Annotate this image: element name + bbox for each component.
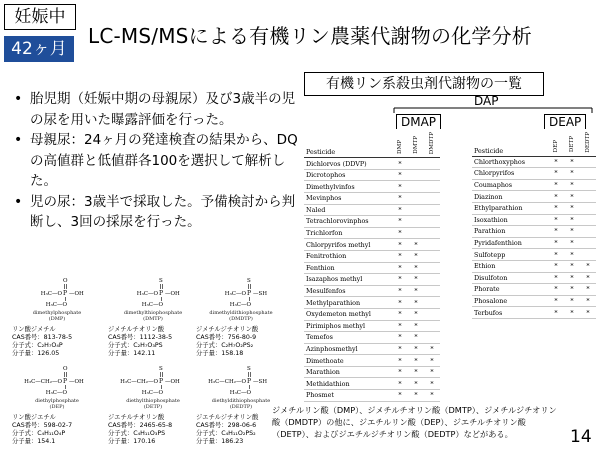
bullet-dot-icon: • <box>14 91 23 107</box>
age-tag: 42ヶ月 <box>4 36 74 62</box>
column-header-label: DETP <box>569 136 575 153</box>
column-header-dedtp <box>580 132 596 156</box>
table-row <box>472 307 596 319</box>
mark-cell: * <box>548 156 564 168</box>
compound-dmp <box>12 274 102 358</box>
column-header-label: DEP <box>553 140 559 153</box>
structure-diagram <box>108 362 198 398</box>
compound-dep <box>12 362 102 446</box>
mark-cell: * <box>392 239 408 251</box>
mark-cell: * <box>548 214 564 226</box>
table-row <box>472 295 596 307</box>
table-row <box>472 191 596 203</box>
mark-cell <box>424 320 440 332</box>
mark-cell: * <box>392 343 408 355</box>
compound-japanese-name: ジエチルジチオリン酸 <box>196 414 259 421</box>
compound-english-name: diethylphosphate <box>35 398 79 404</box>
pesticide-name: Fenthion <box>304 262 392 274</box>
table-row <box>304 181 440 193</box>
mark-cell: * <box>564 179 580 191</box>
bullet-item <box>14 89 304 130</box>
mark-cell: * <box>408 355 424 367</box>
pesticide-name: Coumaphos <box>472 179 548 191</box>
mark-cell: * <box>424 343 440 355</box>
compound-abbreviation: (DMP) <box>48 316 66 322</box>
left-top-group: H₃C—CH₂—O <box>24 379 62 385</box>
phosphorus-atom: P <box>159 378 164 385</box>
compound-english-name: dimethylthiophosphate <box>123 310 183 316</box>
right-group: —SH <box>253 379 268 385</box>
table-row <box>304 320 440 332</box>
pesticide-name: Naled <box>304 204 392 216</box>
mark-cell: * <box>548 168 564 180</box>
mark-cell <box>408 192 424 204</box>
pesticide-name: Chlorpyrifos <box>472 168 548 180</box>
table-row <box>472 272 596 284</box>
mark-cell: * <box>392 297 408 309</box>
mark-cell <box>424 239 440 251</box>
mark-cell <box>424 181 440 193</box>
compound-japanese-name: リン酸ジエチル <box>12 414 56 421</box>
left-bottom-group: H₃C—O <box>45 390 67 396</box>
compound-molecular-weight: 分子量：158.18 <box>196 350 244 357</box>
mark-cell: * <box>580 260 596 272</box>
table-title: 有機リン系殺虫剤代謝物の一覧 <box>304 72 544 96</box>
column-header-dmdtp <box>424 132 440 158</box>
mark-cell <box>580 237 596 249</box>
mark-cell <box>424 274 440 286</box>
pesticide-name: Marathion <box>304 366 392 378</box>
table-row <box>304 192 440 204</box>
mark-cell: * <box>564 272 580 284</box>
mark-cell: * <box>392 274 408 286</box>
pesticide-name: Chlorpyrifos methyl <box>304 239 392 251</box>
mark-cell: * <box>548 249 564 261</box>
mark-cell <box>424 285 440 297</box>
mark-cell: * <box>548 179 564 191</box>
table-row <box>304 169 440 181</box>
compound-molecular-weight: 分子量：186.23 <box>196 438 244 445</box>
mark-cell <box>580 249 596 261</box>
pesticide-name: Ethylparathion <box>472 202 548 214</box>
mark-cell <box>408 158 424 170</box>
mark-cell <box>424 158 440 170</box>
compound-detp <box>108 362 198 446</box>
mark-cell: * <box>548 260 564 272</box>
pesticide-name: Sulfotepp <box>472 249 548 261</box>
compound-formula: 分子式：C₂H₇O₄P <box>12 342 63 349</box>
phosphorus-atom: P <box>247 290 252 297</box>
table-row <box>472 237 596 249</box>
slide-title: LC-MS/MSによる有機リン農薬代謝物の化学分析 <box>88 24 532 48</box>
compound-cas-number: CAS番号：598-02-7 <box>12 422 73 429</box>
mark-cell: * <box>392 285 408 297</box>
compound-abbreviation: (DEP) <box>49 404 65 410</box>
mark-cell: * <box>392 378 408 390</box>
table-row <box>304 390 440 402</box>
phosphorus-atom: P <box>159 290 164 297</box>
mark-cell: * <box>424 378 440 390</box>
mark-cell: * <box>564 237 580 249</box>
mark-cell: * <box>564 156 580 168</box>
table-row <box>304 308 440 320</box>
left-top-group: H₃C—O <box>224 291 246 297</box>
mark-cell: * <box>408 366 424 378</box>
right-group: —OH <box>69 291 84 297</box>
table-row <box>472 179 596 191</box>
mark-cell: * <box>392 308 408 320</box>
mark-cell: * <box>408 332 424 344</box>
compound-dmtp <box>108 274 198 358</box>
compound-abbreviation: (DETP) <box>143 404 163 410</box>
mark-cell: * <box>392 181 408 193</box>
mark-cell: * <box>548 284 564 296</box>
compound-english-name: dimethylphosphate <box>32 310 82 316</box>
left-top-group: H₃C—CH₂—O <box>120 379 158 385</box>
footnote: ジメチルリン酸（DMP）、ジメチルチオリン酸（DMTP）、ジメチルジチオリン酸（DMDTP）の他に、ジエチルリン酸（DEP）、ジエチルチオリン酸（DETP）、およびジエチルジチオリン酸（DEDTP）などがある。 <box>272 405 557 439</box>
table-dmap-side <box>304 132 440 402</box>
pesticide-name: Mesulfenfos <box>304 285 392 297</box>
table-row <box>304 285 440 297</box>
table-header-row <box>472 132 596 156</box>
mark-cell: * <box>392 262 408 274</box>
top-atom: O <box>63 366 68 372</box>
compound-formula: 分子式：C₂H₇O₃PS <box>108 342 163 349</box>
mark-cell <box>424 192 440 204</box>
mark-cell <box>580 168 596 180</box>
left-bottom-group: H₃C—O <box>229 390 251 396</box>
mark-cell <box>424 297 440 309</box>
left-bottom-group: H₃C—O <box>229 302 251 308</box>
compound-japanese-name: ジメチルチオリン酸 <box>108 326 165 333</box>
column-header-label: DEDTP <box>585 132 591 153</box>
mark-cell: * <box>408 262 424 274</box>
pesticide-name: Fenitrothion <box>304 250 392 262</box>
mark-cell: * <box>564 249 580 261</box>
dmap-label: DMAP <box>396 114 441 129</box>
mark-cell: * <box>392 332 408 344</box>
compound-japanese-name: リン酸ジメチル <box>12 326 56 333</box>
pesticide-name: Dichlorvos (DDVP) <box>304 158 392 170</box>
pesticide-name: Pirimiphos methyl <box>304 320 392 332</box>
table-deap-side <box>472 132 596 319</box>
pesticide-name: Dimethoate <box>304 355 392 367</box>
compound-molecular-weight: 分子量：170.16 <box>108 438 156 445</box>
mark-cell: * <box>564 214 580 226</box>
mark-cell: * <box>392 366 408 378</box>
structure-diagram <box>108 274 198 310</box>
structure-diagram <box>12 274 102 310</box>
table-header-row <box>304 132 440 158</box>
mark-cell: * <box>548 295 564 307</box>
right-group: —SH <box>253 291 268 297</box>
pesticide-name: Dicrotophos <box>304 169 392 181</box>
right-group: —OH <box>165 291 180 297</box>
mark-cell: * <box>564 284 580 296</box>
column-header-label: DMP <box>397 140 403 155</box>
mark-cell: * <box>408 285 424 297</box>
bullet-text: 母親尿：24ヶ月の発達検査の結果から、DQの高値群と低値群各100を選択して解析した。 <box>30 132 298 189</box>
column-header-dep <box>548 132 564 156</box>
mark-cell: * <box>392 158 408 170</box>
left-top-group: H₃C—O <box>40 291 62 297</box>
pesticide-name: Chlorthoxyphos <box>472 156 548 168</box>
compound-formula: 分子式：C₂H₇O₂PS₂ <box>196 342 254 349</box>
top-atom: S <box>247 366 251 372</box>
table-row <box>304 250 440 262</box>
table-row <box>472 249 596 261</box>
mark-cell: * <box>564 295 580 307</box>
phosphorus-atom: P <box>63 290 68 297</box>
compound-molecular-weight: 分子量：142.11 <box>108 350 156 357</box>
table-row <box>304 274 440 286</box>
compound-molecular-weight: 分子量：126.05 <box>12 350 60 357</box>
phosphorus-atom: P <box>247 378 252 385</box>
bullet-dot-icon: • <box>14 193 23 210</box>
mark-cell <box>580 214 596 226</box>
pesticide-name: Pyridafenthion <box>472 237 548 249</box>
mark-cell <box>408 216 424 228</box>
compound-formula: 分子式：C₄H₁₁O₂PS₂ <box>196 430 256 437</box>
table-row <box>472 214 596 226</box>
pesticide-name: Phosmet <box>304 390 392 402</box>
structure-diagram <box>196 362 286 398</box>
bullet-item <box>14 130 304 192</box>
compound-japanese-name: ジメチルジチオリン酸 <box>196 326 259 333</box>
mark-cell: * <box>408 250 424 262</box>
left-top-group: H₃C—O <box>136 291 158 297</box>
pesticide-name: Dimethylvinfos <box>304 181 392 193</box>
right-group: —OH <box>69 379 84 385</box>
mark-cell <box>424 169 440 181</box>
mark-cell: * <box>564 260 580 272</box>
compound-abbreviation: (DMTP) <box>143 316 163 322</box>
table-row <box>304 378 440 390</box>
left-bottom-group: H₃C—O <box>141 302 163 308</box>
bullet-item <box>14 192 304 233</box>
column-header-dmtp <box>408 132 424 158</box>
mark-cell <box>580 202 596 214</box>
structure-diagram <box>12 362 102 398</box>
table-row <box>472 284 596 296</box>
mark-cell <box>424 216 440 228</box>
compound-cas-number: CAS番号：298-06-6 <box>196 422 257 429</box>
mark-cell <box>580 156 596 168</box>
bullet-list <box>14 89 304 233</box>
mark-cell: * <box>548 202 564 214</box>
table-row <box>304 366 440 378</box>
table-row <box>304 158 440 170</box>
mark-cell <box>580 179 596 191</box>
table-row <box>304 262 440 274</box>
pesticide-name: Terbufos <box>472 307 548 319</box>
pesticide-name: Isoxathion <box>472 214 548 226</box>
mark-cell: * <box>424 390 440 402</box>
mark-cell: * <box>408 378 424 390</box>
mark-cell: * <box>408 308 424 320</box>
mark-cell <box>424 250 440 262</box>
mark-cell <box>424 332 440 344</box>
page-number: 14 <box>570 427 592 447</box>
table-row <box>304 204 440 216</box>
mark-cell <box>424 262 440 274</box>
pesticide-name: Parathion <box>472 226 548 238</box>
table-row <box>304 216 440 228</box>
mark-cell <box>424 204 440 216</box>
compound-abbreviation: (DMDTP) <box>229 316 253 322</box>
pesticide-name: Diazinon <box>472 191 548 203</box>
compound-english-name: diethylthiophosphate <box>126 398 180 404</box>
mark-cell: * <box>408 239 424 251</box>
column-header-label: DMTP <box>413 136 419 155</box>
mark-cell: * <box>564 307 580 319</box>
table-row <box>472 168 596 180</box>
mark-cell <box>408 181 424 193</box>
pesticide-name: Isazaphos methyl <box>304 274 392 286</box>
column-header-dmp <box>392 132 408 158</box>
table-row <box>472 260 596 272</box>
mark-cell: * <box>548 272 564 284</box>
table-row <box>304 239 440 251</box>
mark-cell: * <box>392 320 408 332</box>
pesticide-name: Temefos <box>304 332 392 344</box>
mark-cell: * <box>424 366 440 378</box>
top-atom: O <box>63 278 68 284</box>
table-row <box>304 355 440 367</box>
table-row <box>304 297 440 309</box>
mark-cell: * <box>580 272 596 284</box>
mark-cell <box>408 169 424 181</box>
mark-cell: * <box>548 226 564 238</box>
left-bottom-group: H₃C—O <box>45 302 67 308</box>
bullet-text: 胎児期（妊娠中期の母親尿）及び3歳半の児の尿を用いた曝露評価を行った。 <box>30 91 296 128</box>
mark-cell: * <box>408 320 424 332</box>
pesticide-name: Oxydemeton methyl <box>304 308 392 320</box>
left-top-group: H₃C—CH₂—O <box>208 379 246 385</box>
column-header-detp <box>564 132 580 156</box>
compound-cas-number: CAS番号：2465-65-8 <box>108 422 173 429</box>
mark-cell: * <box>392 227 408 239</box>
table-row <box>472 156 596 168</box>
bullet-text: 児の尿：3歳半で採取した。予備検討から判断し、3回の採尿を行った。 <box>30 193 296 230</box>
pesticide-name: Disulfoton <box>472 272 548 284</box>
table-row <box>472 202 596 214</box>
compound-formula: 分子式：C₄H₁₁O₄P <box>12 430 66 437</box>
mark-cell: * <box>564 226 580 238</box>
dap-label: DAP <box>474 94 499 108</box>
mark-cell: * <box>392 192 408 204</box>
bullet-dot-icon: • <box>14 132 23 148</box>
mark-cell <box>424 308 440 320</box>
mark-cell: * <box>548 191 564 203</box>
compound-formula: 分子式：C₄H₁₁O₃PS <box>108 430 166 437</box>
pesticide-name: Mevinphos <box>304 192 392 204</box>
pesticide-header: Pesticide <box>472 132 548 156</box>
compound-english-name: diethyldithiophosphate <box>211 398 271 404</box>
mark-cell: * <box>408 390 424 402</box>
compound-cas-number: CAS番号：756-80-9 <box>196 334 257 341</box>
compound-cas-number: CAS番号：813-78-5 <box>12 334 73 341</box>
mark-cell <box>408 227 424 239</box>
mark-cell <box>408 204 424 216</box>
column-header-label: DMDTP <box>429 132 435 155</box>
mark-cell: * <box>408 343 424 355</box>
mark-cell <box>580 226 596 238</box>
mark-cell: * <box>408 297 424 309</box>
mark-cell: * <box>392 390 408 402</box>
mark-cell: * <box>564 168 580 180</box>
pregnancy-tag: 妊娠中 <box>4 4 76 30</box>
mark-cell: * <box>392 169 408 181</box>
mark-cell: * <box>392 250 408 262</box>
top-atom: S <box>159 366 163 372</box>
deap-label: DEAP <box>544 114 586 129</box>
mark-cell: * <box>548 307 564 319</box>
mark-cell: * <box>564 191 580 203</box>
mark-cell <box>424 227 440 239</box>
mark-cell: * <box>392 355 408 367</box>
mark-cell: * <box>548 237 564 249</box>
table-row <box>304 343 440 355</box>
mark-cell: * <box>580 284 596 296</box>
top-atom: S <box>159 278 163 284</box>
pesticide-name: Azinphosmethyl <box>304 343 392 355</box>
mark-cell: * <box>408 274 424 286</box>
phosphorus-atom: P <box>63 378 68 385</box>
table-row <box>304 332 440 344</box>
structure-diagram <box>196 274 286 310</box>
left-bottom-group: H₃C—O <box>141 390 163 396</box>
mark-cell <box>580 191 596 203</box>
pesticide-name: Methylparathion <box>304 297 392 309</box>
pesticide-header: Pesticide <box>304 132 392 158</box>
compound-molecular-weight: 分子量：154.1 <box>12 438 56 445</box>
compound-japanese-name: ジエチルチオリン酸 <box>108 414 165 421</box>
pesticide-name: Methidathion <box>304 378 392 390</box>
compound-cas-number: CAS番号：1112-38-5 <box>108 334 173 341</box>
mark-cell: * <box>564 202 580 214</box>
compound-english-name: dimethyldithiophosphate <box>209 310 273 316</box>
pesticide-name: Trichlorfon <box>304 227 392 239</box>
pesticide-name: Tetrachlorovinphos <box>304 216 392 228</box>
mark-cell: * <box>392 204 408 216</box>
mark-cell: * <box>580 307 596 319</box>
mark-cell: * <box>424 355 440 367</box>
right-group: —OH <box>165 379 180 385</box>
pesticide-name: Phosalone <box>472 295 548 307</box>
compound-dmdtp <box>196 274 286 358</box>
pesticide-name: Phorate <box>472 284 548 296</box>
top-atom: S <box>247 278 251 284</box>
mark-cell: * <box>580 295 596 307</box>
compound-abbreviation: (DEDTP) <box>229 404 253 410</box>
table-row <box>472 226 596 238</box>
pesticide-name: Ethion <box>472 260 548 272</box>
table-row <box>304 227 440 239</box>
mark-cell: * <box>392 216 408 228</box>
